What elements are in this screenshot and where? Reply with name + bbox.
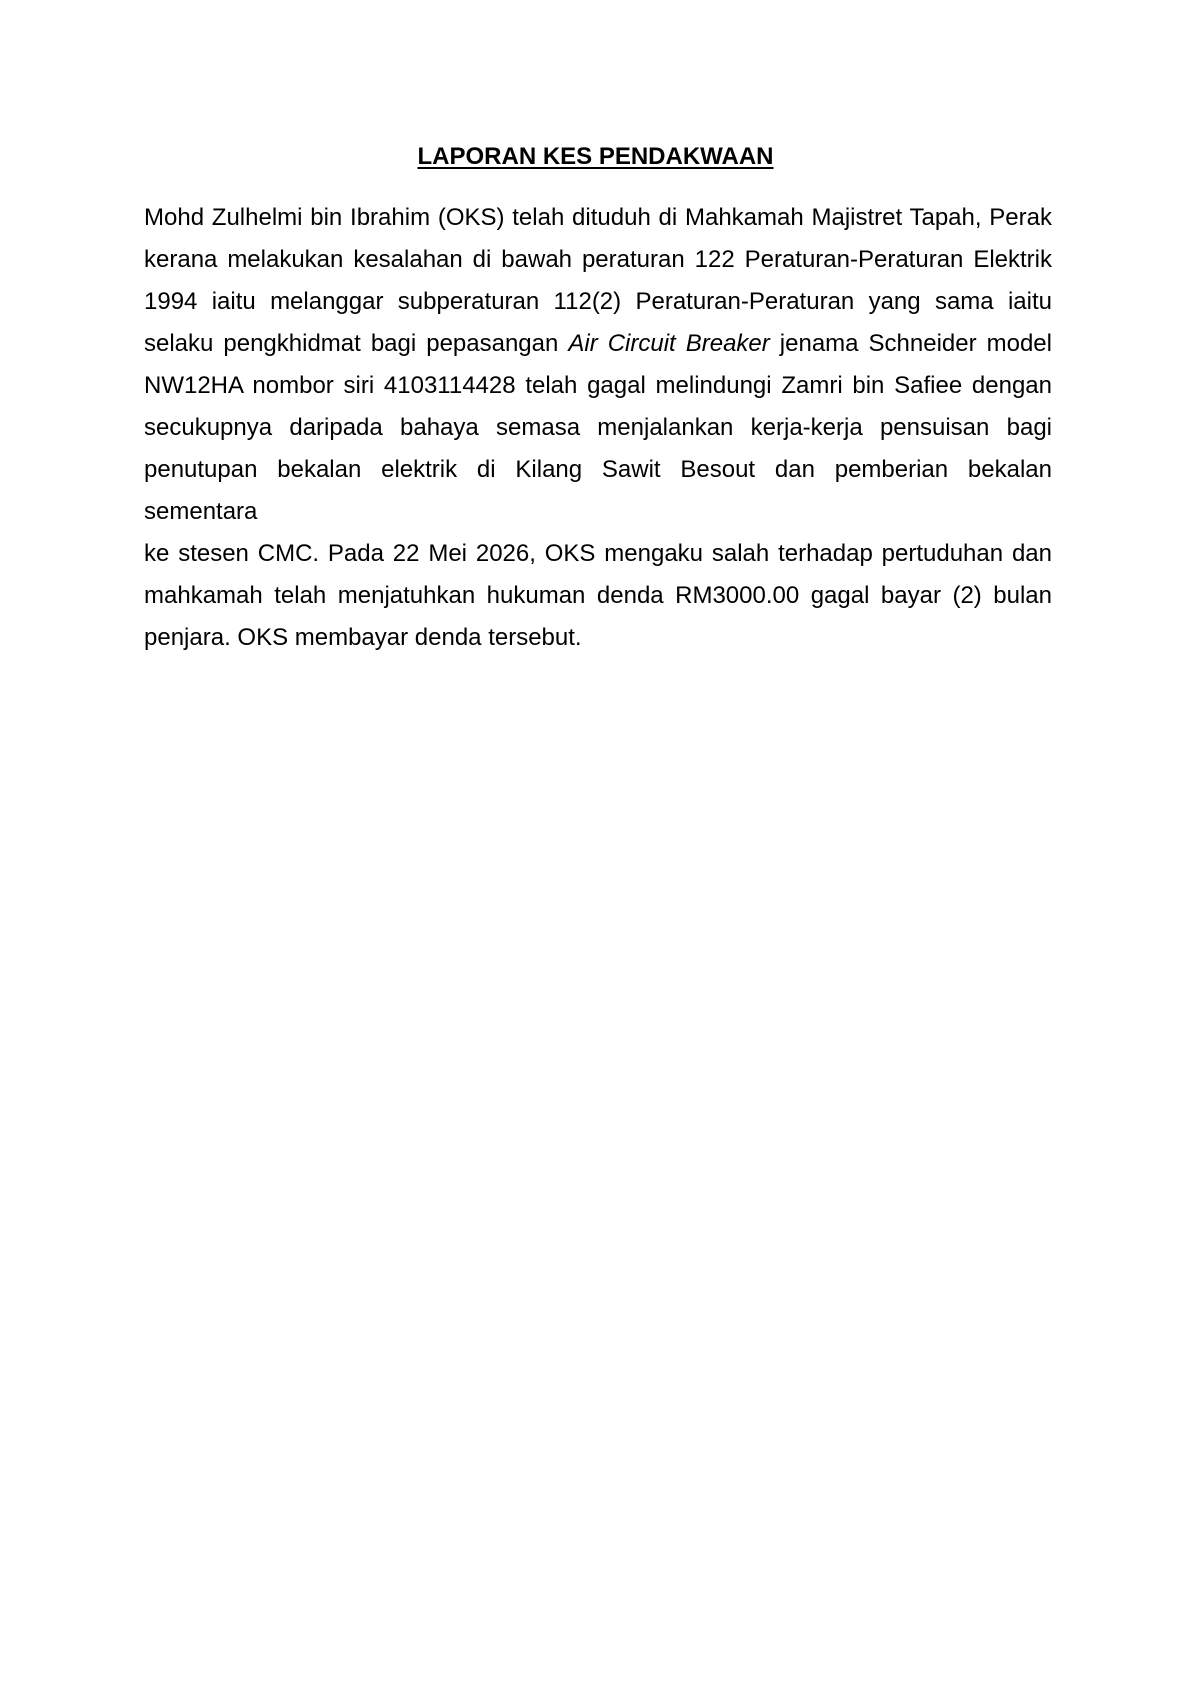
paragraph-line-6: secukupnya daripada bahaya semasa menjalankan kerja-kerja pensuisan bagi [144,414,1052,441]
paragraph-line-4-before: selaku pengkhidmat bagi pepasangan [144,330,559,357]
paragraph-line-9: mahkamah telah menjatuhkan hukuman denda RM3000.00 gagal bayar (2) bulan [144,582,1052,609]
paragraph-line-8: ke stesen CMC. Pada 22 Mei 2026, OKS mengaku salah terhadap pertuduhan dan [144,540,1052,567]
document-title: LAPORAN KES PENDAKWAAN [417,143,774,170]
italic-term: Air Circuit Breaker [568,330,770,357]
paragraph-line-10: penjara. OKS membayar denda tersebut. [144,624,582,651]
paragraph-line-7: penutupan bekalan elektrik di Kilang Sawit Besout dan pemberian bekalan sementara [144,456,1052,525]
paragraph-line-5: NW12HA nombor siri 4103114428 telah gagal melindungi Zamri bin Safiee dengan [144,372,1052,399]
paragraph-line-3: 1994 iaitu melanggar subperaturan 112(2) Peraturan-Peraturan yang sama iaitu [144,288,1052,315]
paragraph-line-4-after: jenama Schneider model [779,330,1052,357]
paragraph-line-1: Mohd Zulhelmi bin Ibrahim (OKS) telah dituduh di Mahkamah Majistret Tapah, Perak [144,204,1052,231]
paragraph-line-4 [144,323,1052,365]
paragraph-line-2: kerana melakukan kesalahan di bawah peraturan 122 Peraturan-Peraturan Elektrik [144,246,1052,273]
case-report-paragraph [144,197,1052,659]
